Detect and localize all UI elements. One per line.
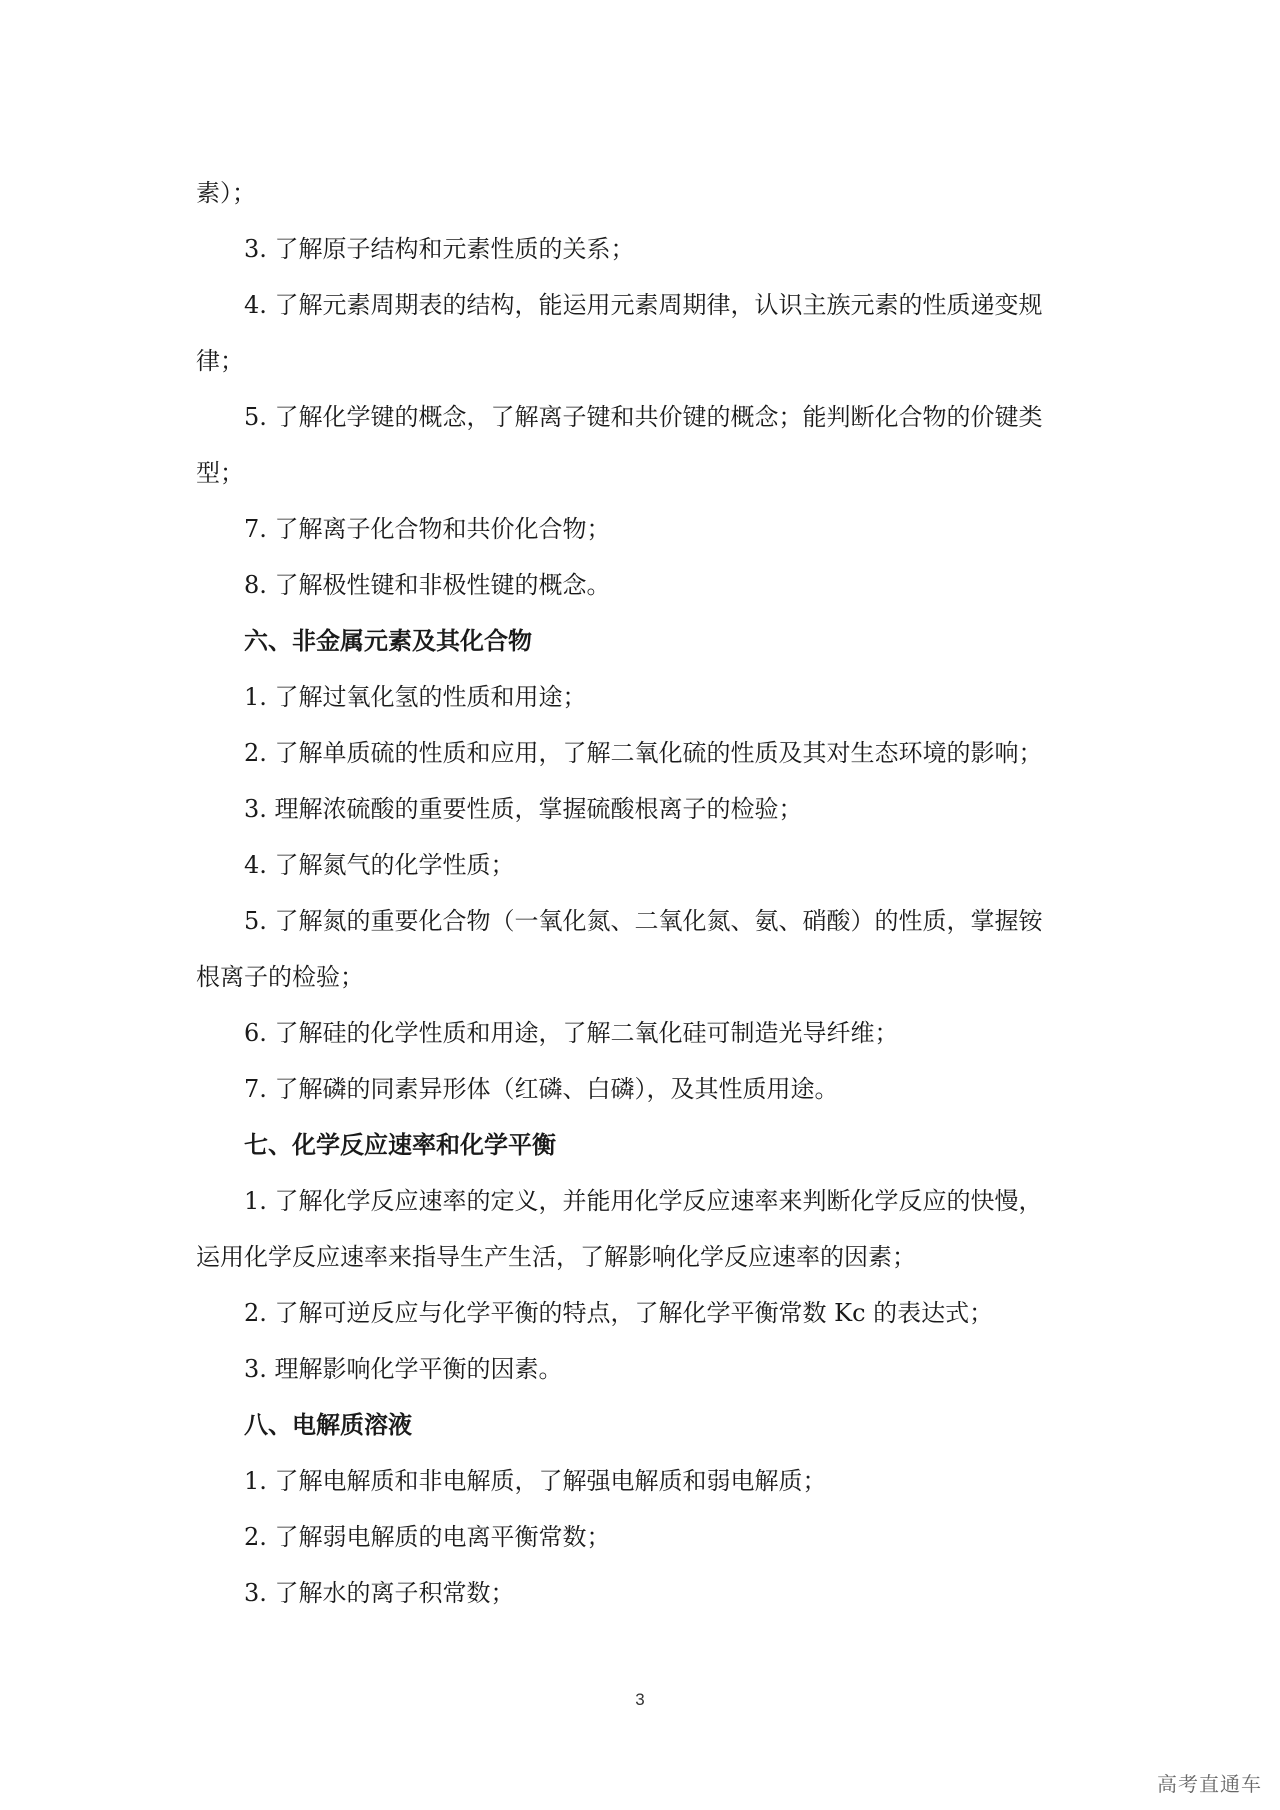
text-line: 3. 了解水的离子积常数； bbox=[244, 1579, 515, 1607]
text-line: 1. 了解过氧化氢的性质和用途； bbox=[244, 683, 587, 711]
text-line: 4. 了解氮气的化学性质； bbox=[244, 851, 515, 879]
text-line: 1. 了解化学反应速率的定义，并能用化学反应速率来判断化学反应的快慢， bbox=[244, 1187, 1043, 1215]
text-line: 2. 了解弱电解质的电离平衡常数； bbox=[244, 1523, 611, 1551]
text-line: 素）； bbox=[196, 179, 256, 207]
page-number: 3 bbox=[635, 1690, 645, 1709]
watermark-text: 高考直通车 bbox=[1157, 1772, 1262, 1796]
text-line: 6. 了解硅的化学性质和用途，了解二氧化硅可制造光导纤维； bbox=[244, 1019, 899, 1047]
text-line: 根离子的检验； bbox=[196, 963, 364, 991]
text-line: 4. 了解元素周期表的结构，能运用元素周期律，认识主族元素的性质递变规 bbox=[244, 291, 1043, 319]
text-line: 5. 了解氮的重要化合物（一氧化氮、二氧化氮、氨、硝酸）的性质，掌握铵 bbox=[244, 907, 1043, 935]
text-line: 7. 了解磷的同素异形体（红磷、白磷），及其性质用途。 bbox=[244, 1075, 839, 1103]
document-body bbox=[196, 165, 1096, 1621]
section-heading: 八、电解质溶液 bbox=[244, 1411, 412, 1439]
text-line: 运用化学反应速率来指导生产生活，了解影响化学反应速率的因素； bbox=[196, 1243, 916, 1271]
text-line: 律； bbox=[196, 347, 244, 375]
text-line: 型； bbox=[196, 459, 244, 487]
text-line: 7. 了解离子化合物和共价化合物； bbox=[244, 515, 611, 543]
section-heading: 七、化学反应速率和化学平衡 bbox=[244, 1131, 556, 1159]
text-line: 2. 了解可逆反应与化学平衡的特点，了解化学平衡常数 Kc 的表达式； bbox=[244, 1299, 994, 1327]
text-line: 3. 理解浓硫酸的重要性质，掌握硫酸根离子的检验； bbox=[244, 795, 803, 823]
text-line: 1. 了解电解质和非电解质，了解强电解质和弱电解质； bbox=[244, 1467, 827, 1495]
text-line: 3. 理解影响化学平衡的因素。 bbox=[244, 1355, 563, 1383]
text-line: 5. 了解化学键的概念，了解离子键和共价键的概念；能判断化合物的价键类 bbox=[244, 403, 1043, 431]
text-line: 8. 了解极性键和非极性键的概念。 bbox=[244, 571, 611, 599]
text-line: 2. 了解单质硫的性质和应用，了解二氧化硫的性质及其对生态环境的影响； bbox=[244, 739, 1043, 767]
section-heading: 六、非金属元素及其化合物 bbox=[244, 627, 532, 655]
text-line: 3. 了解原子结构和元素性质的关系； bbox=[244, 235, 635, 263]
